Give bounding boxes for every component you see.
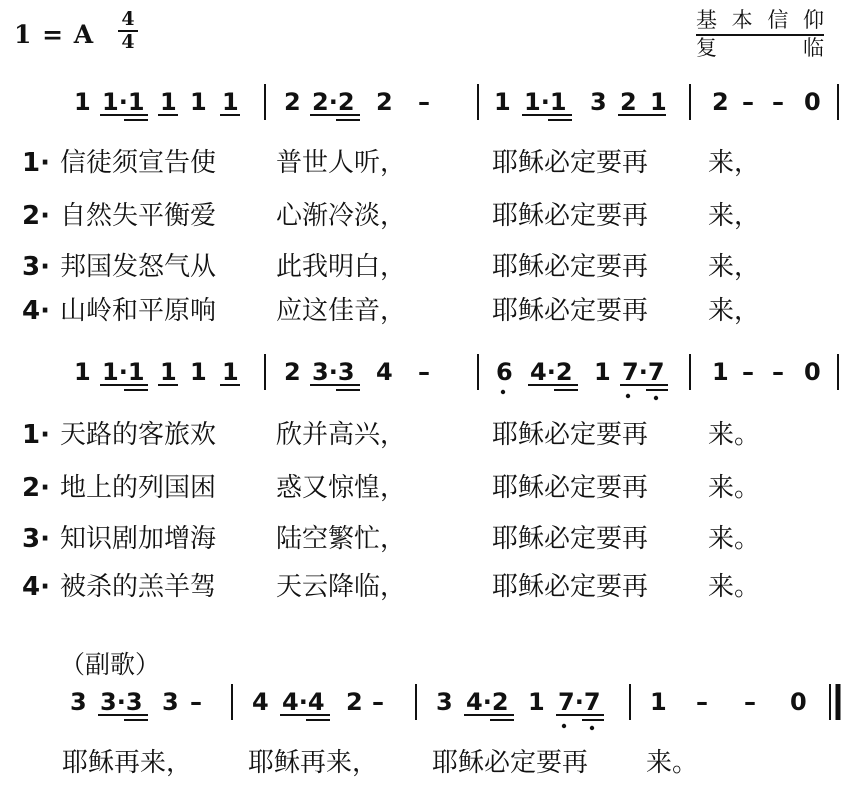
lower-octave-dot [501, 390, 505, 394]
note: 2 [346, 688, 363, 716]
lyric-text: 来。 [708, 572, 761, 602]
note: 3 [436, 688, 453, 716]
verse-number: 2· [22, 473, 50, 503]
lyric-text: 自然失平衡爱 [60, 201, 217, 231]
note: 4·2 [530, 358, 573, 386]
note: 1·1 [102, 358, 145, 386]
lyric-line [22, 252, 822, 282]
lyric-line [22, 524, 822, 554]
tune-category: 基 本 信 仰 [696, 8, 824, 36]
lyric-text: 此我明白， [276, 252, 407, 282]
lyric-text: 耶稣必定要再 [492, 473, 649, 503]
verse-number: 3· [22, 252, 50, 282]
note: 7·7 [558, 688, 601, 716]
lyric-text: 来， [708, 252, 761, 282]
lyric-line [22, 572, 822, 602]
note: – [190, 688, 202, 716]
chorus-label: （副歌） [60, 650, 161, 679]
lyric-text: 邦国发怒气从 [60, 252, 217, 282]
note: 4·4 [282, 688, 325, 716]
note: 1 [160, 358, 177, 386]
note: 7·7 [622, 358, 665, 386]
note: 1 [712, 358, 729, 386]
note: 1 [594, 358, 611, 386]
note: – [772, 88, 784, 116]
lyric-line [22, 473, 822, 503]
note: 1·1 [102, 88, 145, 116]
note: – [772, 358, 784, 386]
note: 1 [190, 88, 207, 116]
lyric-text: 地上的列国困 [60, 473, 217, 503]
lyric-text: 耶稣必定要再 [492, 296, 649, 326]
lyric-text: 被杀的羔羊驾 [60, 572, 217, 602]
note: 2 [712, 88, 729, 116]
note: 3 [162, 688, 179, 716]
lyric-line [22, 148, 822, 178]
note: 3 [70, 688, 87, 716]
time-numerator: 4 [121, 8, 135, 30]
note: 1 [494, 88, 511, 116]
note: 3 [590, 88, 607, 116]
octave-dot [590, 726, 594, 730]
verse-number: 4· [22, 296, 50, 326]
lyric-text: 心渐冷淡， [276, 201, 407, 231]
lyric-text: 普世人听， [276, 148, 407, 178]
lyric-text: 天路的客旅欢 [60, 420, 217, 450]
lyric-text: 信徒须宣告使 [60, 148, 217, 178]
note: 1 [190, 358, 207, 386]
note: 0 [804, 88, 821, 116]
note: – [418, 88, 430, 116]
lyric-text: 耶稣必定要再 [432, 748, 589, 778]
lyric-text: 陆空繁忙， [276, 524, 407, 554]
note: 1 [222, 358, 239, 386]
note: 2 [376, 88, 393, 116]
lyric-text: 来。 [708, 473, 761, 503]
note: – [744, 688, 756, 716]
note: 2·2 [312, 88, 355, 116]
lyric-text: 耶稣必定要再 [492, 524, 649, 554]
note: 4 [252, 688, 269, 716]
lyric-text: 天云降临， [276, 572, 407, 602]
note: 4 [376, 358, 393, 386]
octave-dot [562, 724, 566, 728]
lyric-text: 来， [708, 296, 761, 326]
note: 2 [620, 88, 637, 116]
chorus-lyric-line [62, 748, 822, 778]
note: 2 [284, 88, 301, 116]
lyric-text: 耶稣再来， [248, 748, 379, 778]
tune-category-tag [696, 8, 824, 62]
octave-dot [626, 394, 630, 398]
note: 1 [160, 88, 177, 116]
lyric-text: 来。 [708, 420, 761, 450]
lyric-text: 来。 [646, 748, 699, 778]
note: 0 [790, 688, 807, 716]
verse-number: 4· [22, 572, 50, 602]
lyric-text: 欣并高兴， [276, 420, 407, 450]
verse-number: 1· [22, 148, 50, 178]
note: 4·2 [466, 688, 509, 716]
note: 2 [284, 358, 301, 386]
lyric-text: 山岭和平原响 [60, 296, 217, 326]
note: – [372, 688, 384, 716]
note: 1 [74, 358, 91, 386]
lyric-text: 知识剧加增海 [60, 524, 217, 554]
lyric-text: 耶稣必定要再 [492, 252, 649, 282]
note: 1·1 [524, 88, 567, 116]
lyric-text: 耶稣必定要再 [492, 572, 649, 602]
note: 1 [650, 688, 667, 716]
octave-dot [654, 396, 658, 400]
time-denominator: 4 [121, 31, 135, 53]
lyric-text: 来。 [708, 524, 761, 554]
note: 6 [496, 358, 513, 386]
lyric-line [22, 201, 822, 231]
note: 3·3 [100, 688, 143, 716]
verse-number: 3· [22, 524, 50, 554]
tune-subcategory: 复 临 [696, 37, 824, 60]
notation-row-1 [0, 80, 857, 132]
lyric-text: 来， [708, 201, 761, 231]
lyric-line [22, 296, 822, 326]
note: – [418, 358, 430, 386]
lyric-text: 应这佳音， [276, 296, 407, 326]
note: 3·3 [312, 358, 355, 386]
note: 1 [650, 88, 667, 116]
note: 0 [804, 358, 821, 386]
verse-number: 1· [22, 420, 50, 450]
lyric-line [22, 420, 822, 450]
notation-row-3 [0, 678, 857, 734]
key-signature: 1 = A [14, 20, 95, 49]
note: – [742, 358, 754, 386]
note: 1 [528, 688, 545, 716]
note: – [696, 688, 708, 716]
lyric-text: 耶稣必定要再 [492, 201, 649, 231]
note: 1 [222, 88, 239, 116]
note: – [742, 88, 754, 116]
lyric-text: 惑又惊惶， [276, 473, 407, 503]
time-signature [118, 10, 138, 52]
verse-number: 2· [22, 201, 50, 231]
notation-row-2 [0, 348, 857, 404]
lyric-text: 耶稣必定要再 [492, 148, 649, 178]
lyric-text: 耶稣必定要再 [492, 420, 649, 450]
note: 1 [74, 88, 91, 116]
lyric-text: 耶稣再来， [62, 748, 193, 778]
lyric-text: 来， [708, 148, 761, 178]
